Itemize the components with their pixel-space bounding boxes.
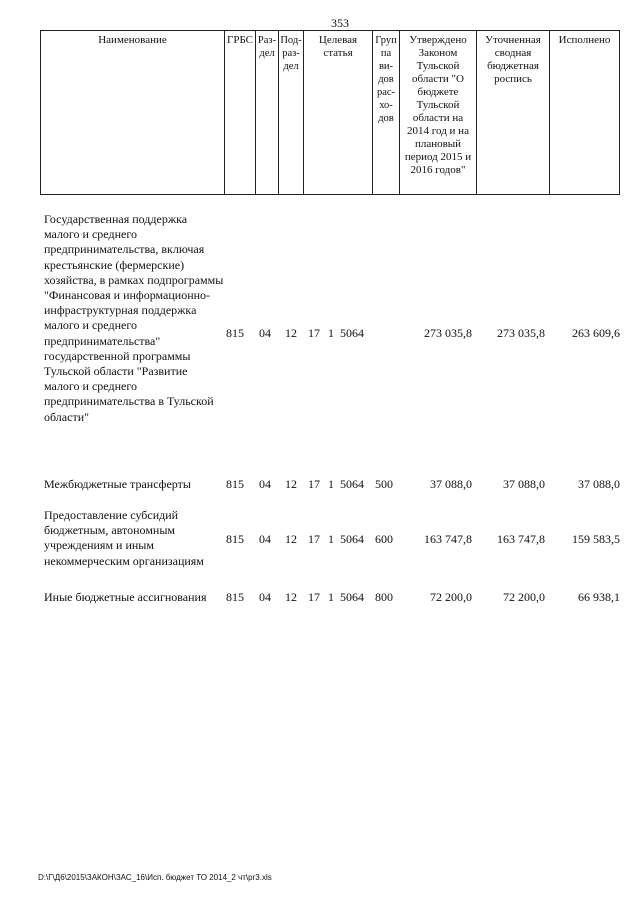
row-4-executed: 66 938,1: [578, 590, 620, 604]
row-1-executed: 263 609,6: [572, 326, 620, 340]
header-refined-label: Уточненная сводная бюджетная роспись: [485, 34, 541, 85]
header-podrazdel-label: Под- раз- дел: [280, 35, 302, 72]
row-4-grbs: 815: [226, 590, 244, 604]
row-1-name: Государственная поддержка малого и среднего предпринимательства, включая крестьянские (фермерские) хозяйства, в рамках подпрограммы "Финансовая и информационно-инфраструктурная поддержка малого и среднего предпринимательства" государственной программы Тульской области "Развитие малого и среднего предпринимательства в Тульской области": [44, 212, 224, 424]
header-podrazdel: [278, 30, 304, 195]
row-1-razdel: 04: [259, 326, 271, 340]
row-1-podrazdel: 12: [285, 326, 297, 340]
row-2-group: 500: [375, 477, 393, 491]
header-razdel: [255, 30, 279, 195]
row-4-name: Иные бюджетные ассигнования: [44, 590, 207, 604]
header-executed: [549, 30, 620, 195]
row-2-ts2: 1: [328, 477, 334, 491]
header-grbs-label: ГРБС: [226, 34, 254, 46]
row-1-ts2: 1: [328, 326, 334, 340]
header-name: [40, 30, 225, 195]
row-2-refined: 37 088,0: [503, 477, 545, 491]
row-4-group: 800: [375, 590, 393, 604]
row-1-ts1: 17: [308, 326, 320, 340]
row-2-executed: 37 088,0: [578, 477, 620, 491]
row-2-name: Межбюджетные трансферты: [44, 477, 191, 491]
header-name-label: Наименование: [98, 34, 167, 46]
row-1-grbs: 815: [226, 326, 244, 340]
header-approved-label: Утверждено Законом Тульской области "О бюджете Тульской области на 2014 год и на плановый период 2015 и 2016 годов": [404, 34, 472, 176]
row-2-podrazdel: 12: [285, 477, 297, 491]
row-3-refined: 163 747,8: [497, 532, 545, 546]
row-3-ts3: 5064: [340, 532, 364, 546]
header-razdel-label: Раз- дел: [257, 35, 277, 59]
page-number: 353: [331, 16, 349, 30]
row-2-razdel: 04: [259, 477, 271, 491]
row-3-approved: 163 747,8: [424, 532, 472, 546]
row-1-refined: 273 035,8: [497, 326, 545, 340]
header-group: [372, 30, 400, 195]
header-approved: [399, 30, 477, 195]
header-executed-label: Исполнено: [558, 34, 611, 46]
row-3-grbs: 815: [226, 532, 244, 546]
header-group-label: Груп па ви- дов рас- хо- дов: [375, 35, 397, 124]
row-4-approved: 72 200,0: [430, 590, 472, 604]
row-4-razdel: 04: [259, 590, 271, 604]
row-4-refined: 72 200,0: [503, 590, 545, 604]
row-4-ts3: 5064: [340, 590, 364, 604]
row-1-approved: 273 035,8: [424, 326, 472, 340]
row-3-executed: 159 583,5: [572, 532, 620, 546]
row-2-ts3: 5064: [340, 477, 364, 491]
row-3-group: 600: [375, 532, 393, 546]
row-3-razdel: 04: [259, 532, 271, 546]
row-4-ts1: 17: [308, 590, 320, 604]
footer-file-path: D:\Г\Д6\2015\ЗАКОН\ЗАС_16\Исп. бюджет ТО 2014_2 чт\pr3.xls: [38, 873, 272, 882]
row-4-ts2: 1: [328, 590, 334, 604]
row-3-name: Предоставление субсидий бюджетным, автономным учреждениям и иным некоммерческим организациям: [44, 508, 204, 568]
row-3-ts2: 1: [328, 532, 334, 546]
header-target: [303, 30, 373, 195]
row-3-podrazdel: 12: [285, 532, 297, 546]
row-4-podrazdel: 12: [285, 590, 297, 604]
header-grbs: [224, 30, 256, 195]
header-target-label: Целевая статья: [318, 34, 358, 59]
row-3-ts1: 17: [308, 532, 320, 546]
row-2-approved: 37 088,0: [430, 477, 472, 491]
row-2-grbs: 815: [226, 477, 244, 491]
row-2-ts1: 17: [308, 477, 320, 491]
row-1-ts3: 5064: [340, 326, 364, 340]
header-refined: [476, 30, 550, 195]
